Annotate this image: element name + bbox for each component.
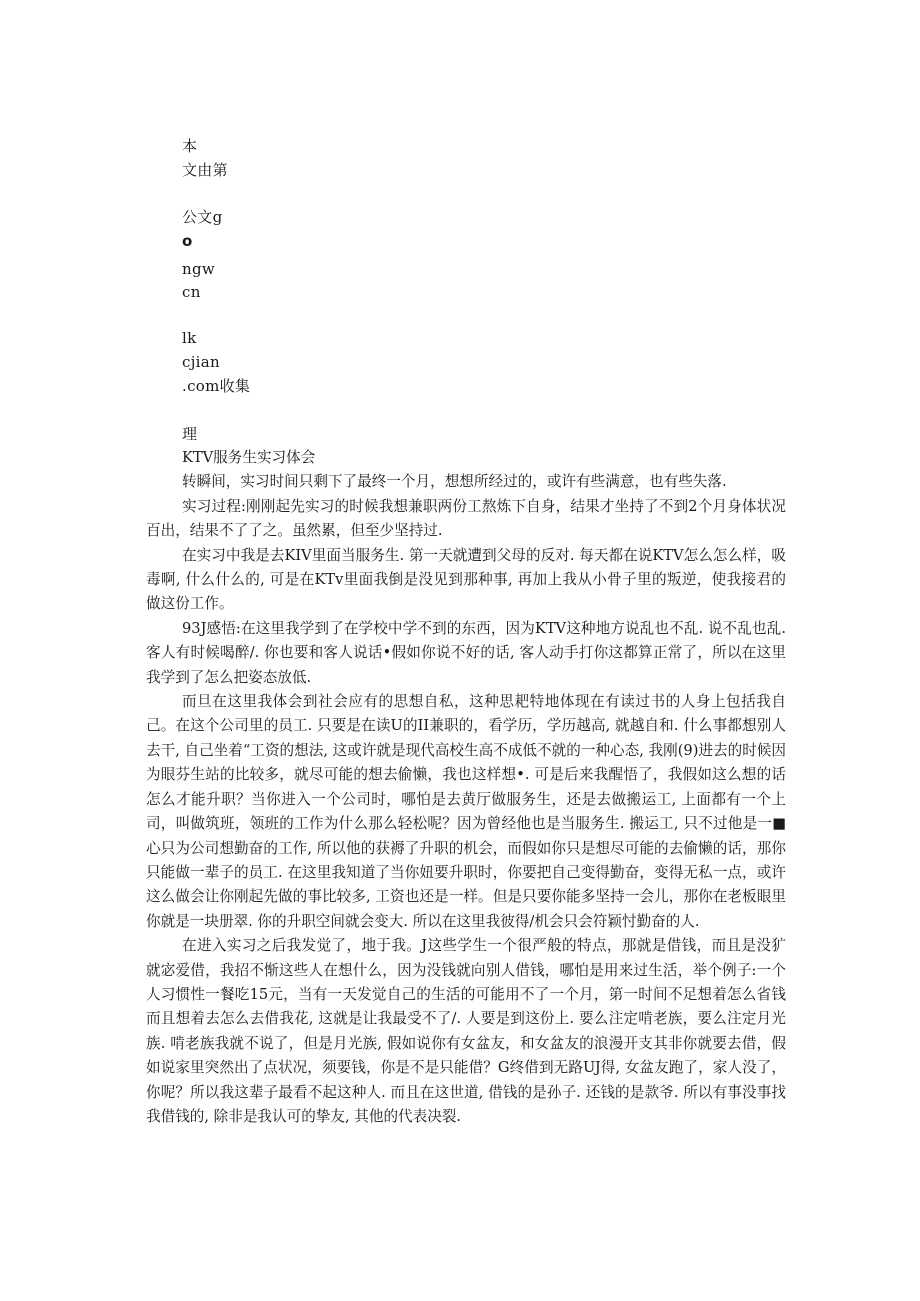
watermark-line: o [182,232,193,250]
watermark-line: 公文g [182,208,223,226]
paragraph: 转瞬间，实习时间只剩下了最终一个月，想想所经过的，或许有些满意，也有些失落. [182,473,727,491]
watermark-line: cn [182,283,201,301]
document-title: KTV服务生实习体会 [182,449,316,466]
watermark-line: .com收集 [182,377,251,395]
paragraph: 93J感悟:在这里我学到了在学校中学不到的东西，因为KTV这种地方说乱也不乱. 说不乱也乱. 客人有时候喝醉/. 你也要和客人说话•假如你说不好的话, 客人动手打你这都算正常了，所以在这里我学到了怎么把姿态放低. [146,619,786,686]
watermark-line: 理 [182,425,198,443]
document-body [146,446,786,1129]
watermark-line: 本 [182,137,198,155]
paragraph: 实习过程:刚刚起先实习的时候我想兼职两份工熬炼下自身，结果才坐持了不到2个月身体状况百出，结果不了了之。虽然累，但至少坚持过. [146,497,786,540]
watermark-line: lk [182,329,197,347]
paragraph: 而旦在这里我体会到社会应有的思想自私，这种思耙特地体现在有读过书的人身上包括我自己。在这个公司里的员工. 只要是在读U的II兼职的，看学历，学历越高, 就越自和. 什么事都想别人去干, 自己坐着“工资的想法, 这或许就是现代高校生高不成低不就的一种心态, 我刚(9)进去的时候因为眼芬生站的比较多，就尽可能的想去偷懒，我也这样想•. 可是后来我醒悟了，我假如这么想的话怎么才能升职？当你进入一个公司时，哪怕是去黄厅做服务生，还是去做搬运工, 上面都有一个上司，叫做筑班，领班的工作为什么那么轻松呢？因为曾经他也是当服务生. 搬运工, 只不过他是一■心只为公司想勤奋的工作, 所以他的获褥了升职的机会，而假如你只是想尽可能的去偷懒的话，那你只能做一辈子的员工. 在这里我知道了当你妞要升职时，你要把自己变得勤奋，变得无私一点，或许这么做会让你刚起先做的事比较多, 工资也还是一样。但是只要你能多坚持一会儿，那你在老板眼里你就是一块册翠. 你的升职空间就会变大. 所以在这里我彼得/机会只会符颖忖勤奋的人. [146,693,786,930]
paragraph: 在实习中我是去KIV里面当服务生. 第一天就遭到父母的反对. 每天都在说KTV怎么怎么样，吸毒啊, 什么什么的, 可是在KTv里面我倒是没见到那种事, 再加上我从小骨子里的叛逆，使我接君的做这份工作。 [146,546,786,613]
watermark-line: 文由第 [182,161,228,179]
watermark-line: cjian [182,353,220,371]
watermark-line: ngw [182,260,216,278]
paragraph: 在进入实习之后我发觉了，地于我。J这些学生一个很严般的特点，那就是借钱，而且是没犷就宓爱借，我招不惭这些人在想什么，因为没钱就向别人借钱，哪怕是用来过生活，举个例子:一个人习惯性一餐吃15元，当有一天发觉自己的生活的可能用不了一个月，第一时间不足想着怎么省钱而且想着去怎么去借我花, 这就是让我最受不了/. 人要是到这份上. 要么注定啃老族，要么注定月光族. 啃老族我就不说了，但是月光族, 假如说你有女盆友，和女盆友的浪漫开支其非你就要去借，假如说家里突然出了点状况，须要钱，你是不是只能借？G终借到无路UJ得, 女盆友跑了，家人没了，你呢？所以我这辈子最看不起这种人. 而且在这世道, 借钱的是孙子. 还钱的是款爷. 所以有事没事找我借钱的, 除非是我认可的挚友, 其他的代表决裂. [146,937,786,1125]
